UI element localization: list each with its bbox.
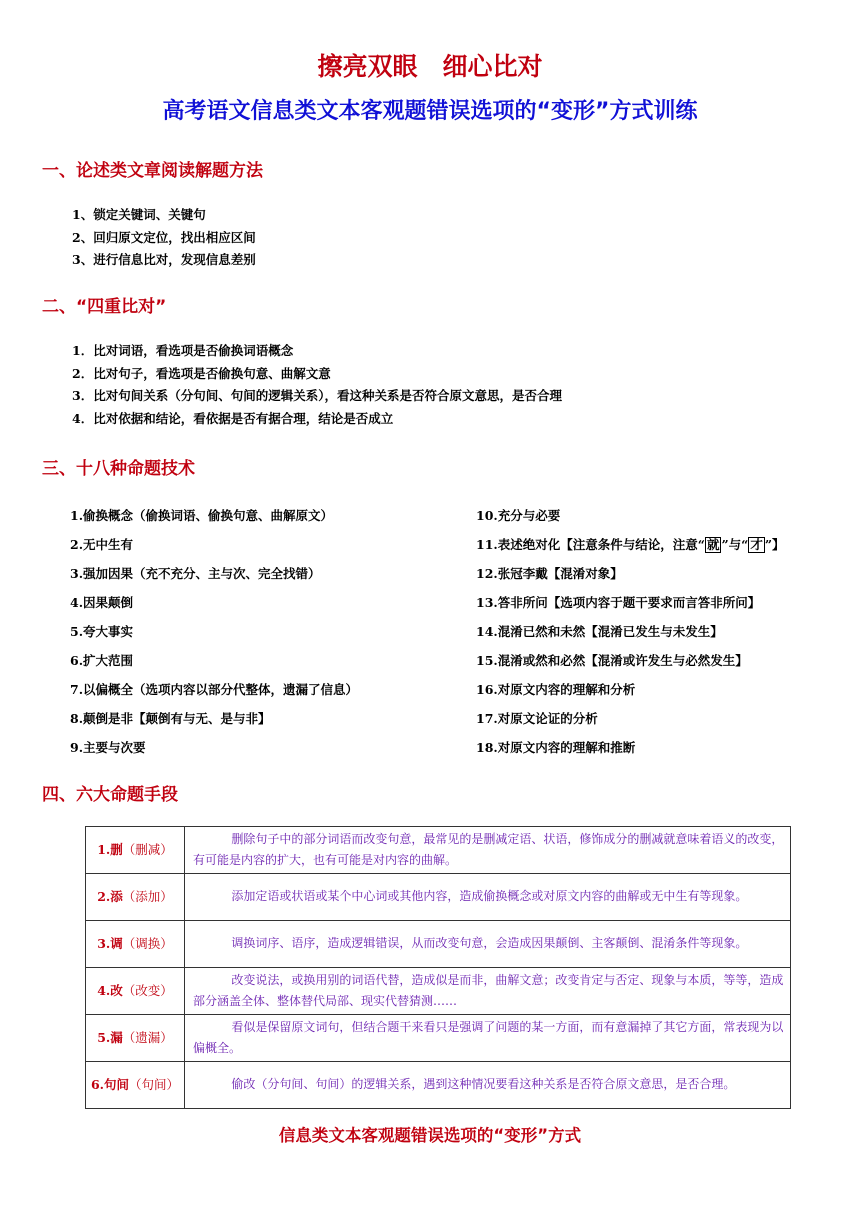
list-item: 3．比对句间关系（分句间、句间的逻辑关系），看这种关系是否符合原文意思，是否合理: [72, 388, 562, 403]
row-label: 1.删（删减）: [86, 827, 185, 874]
row-label: 5.漏（遗漏）: [86, 1015, 185, 1062]
list-item: 2．比对句子，看选项是否偷换句意、曲解文意: [72, 365, 331, 381]
row-description: 删除句子中的部分词语而改变句意，最常见的是删减定语、状语，修饰成分的删减就意味着语义的改变，有可能是内容的扩大，也有可能是对内容的曲解。: [185, 827, 791, 874]
techniques-left-column: [70, 506, 358, 767]
list-item: 3、进行信息比对，发现信息差别: [72, 252, 256, 267]
technique-item: 6.扩大范围: [70, 653, 134, 668]
technique-item: 5.夸大事实: [70, 624, 134, 639]
table-row: [86, 921, 791, 968]
section4-heading: 四、六大命题手段: [42, 785, 178, 805]
section2-list: [72, 340, 562, 430]
row-description: 调换词序、语序，造成逻辑错误，从而改变句意，会造成因果颠倒、主客颠倒、混淆条件等现象。: [185, 921, 791, 968]
quote-connector: ”与“: [721, 537, 749, 552]
page-subtitle: 高考语文信息类文本客观题错误选项的“变形”方式训练: [162, 99, 698, 124]
table-row: [86, 1015, 791, 1062]
technique-item: 9.主要与次要: [70, 740, 146, 755]
row-description: 偷改（分句间、句间）的逻辑关系，遇到这种情况要看这种关系是否符合原文意思，是否合理。: [185, 1062, 791, 1109]
technique-item: 17.对原文论证的分析: [476, 711, 598, 726]
quote-close: ”】: [764, 537, 785, 552]
technique-item: 2.无中生有: [70, 537, 134, 552]
row-label: 6.句间（句间）: [86, 1062, 185, 1109]
section2-heading: 二、“四重比对”: [42, 297, 167, 317]
technique-item-11: [476, 535, 785, 564]
technique-item: 13.答非所问【选项内容于题干要求而言答非所问】: [476, 595, 761, 610]
technique-item: 16.对原文内容的理解和分析: [476, 682, 636, 697]
technique-item: 14.混淆已然和未然【混淆已发生与未发生】: [476, 624, 723, 639]
technique-item: 4.因果颠倒: [70, 595, 134, 610]
technique-item: 18.对原文内容的理解和推断: [476, 740, 636, 755]
footer-caption: 信息类文本客观题错误选项的“变形”方式: [278, 1126, 582, 1145]
row-label: 3.调（调换）: [86, 921, 185, 968]
technique-item: 8.颠倒是非【颠倒有与无、是与非】: [70, 711, 271, 726]
page-title: 擦亮双眼 细心比对: [317, 52, 543, 81]
row-description: 添加定语或状语或某个中心词或其他内容，造成偷换概念或对原文内容的曲解或无中生有等现象。: [185, 874, 791, 921]
table-row: [86, 968, 791, 1015]
list-item: 4．比对依据和结论，看依据是否有据合理，结论是否成立: [72, 410, 394, 426]
section1-heading: 一、论述类文章阅读解题方法: [42, 161, 263, 181]
technique-item-11-text: 11.表述绝对化【注意条件与结论，注意“: [476, 537, 705, 552]
list-item: 1、锁定关键词、关键句: [72, 207, 206, 222]
row-description: 改变说法，或换用别的词语代替，造成似是而非，曲解文意；改变肯定与否定、现象与本质，等等，造成部分涵盖全体、整体替代局部、现实代替猜测……: [185, 968, 791, 1015]
list-item: 1．比对词语，看选项是否偷换词语概念: [72, 343, 294, 358]
boxed-word-cai: 才: [750, 537, 763, 552]
section1-list: [72, 204, 256, 272]
table-row: [86, 1062, 791, 1109]
list-item: 2、回归原文定位，找出相应区间: [72, 229, 256, 245]
boxed-word-jiu: 就: [706, 537, 720, 552]
techniques-right-column: [476, 506, 785, 767]
technique-item: 3.强加因果（充不充分、主与次、完全找错）: [70, 566, 321, 581]
means-table: [85, 826, 791, 1109]
row-label: 4.改（改变）: [86, 968, 185, 1015]
row-label: 2.添（添加）: [86, 874, 185, 921]
technique-item: 12.张冠李戴【混淆对象】: [476, 566, 623, 581]
section3-heading: 三、十八种命题技术: [42, 459, 195, 479]
technique-item: 15.混淆或然和必然【混淆或许发生与必然发生】: [476, 653, 748, 668]
table-row: [86, 874, 791, 921]
technique-item: 7.以偏概全（选项内容以部分代整体，遗漏了信息）: [70, 682, 359, 697]
technique-item: 10.充分与必要: [476, 508, 561, 523]
row-description: 看似是保留原文词句，但结合题干来看只是强调了问题的某一方面，而有意漏掉了其它方面，常表现为以偏概全。: [185, 1015, 791, 1062]
technique-item: 1.偷换概念（偷换词语、偷换句意、曲解原文）: [70, 508, 334, 523]
table-row: [86, 827, 791, 874]
